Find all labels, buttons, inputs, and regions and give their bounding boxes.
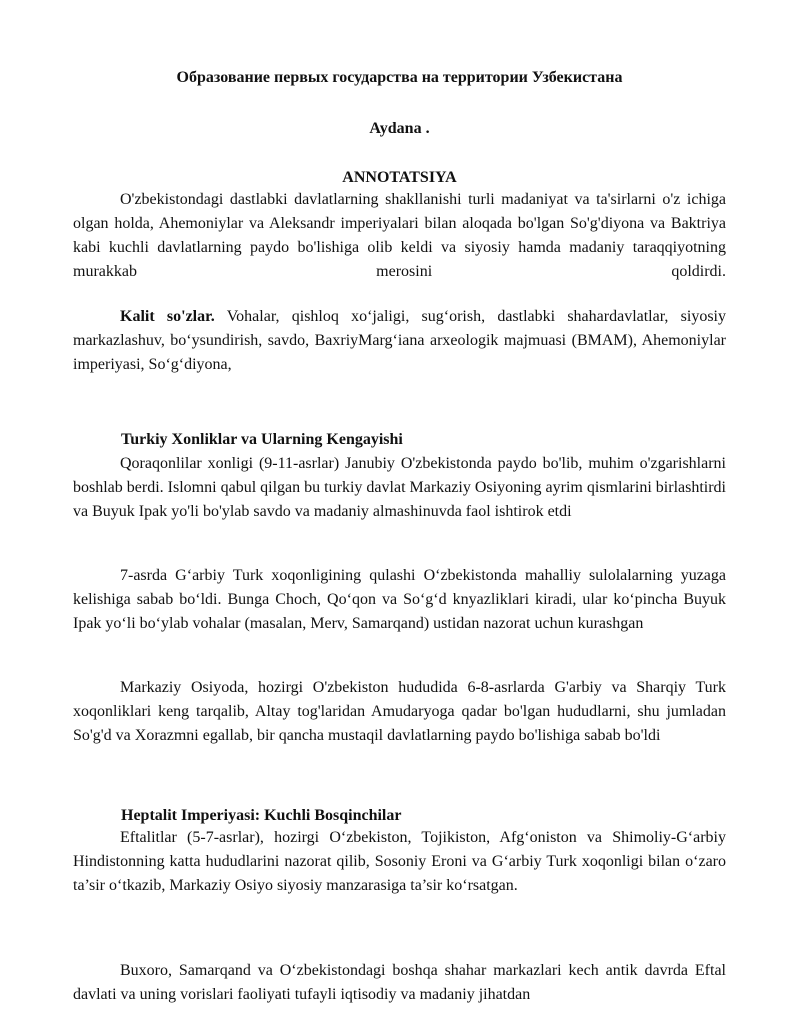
section2-paragraph-1: Eftalitlar (5-7-asrlar), hozirgi O‘zbekiston, Tojikiston, Afg‘oniston va Shimoliy-G‘arbiy Hindistonning katta hududlarini nazorat qilib, Sosoniy Eroni va G‘arbiy Turk xoqonligi bilan o‘zaro ta’sir o‘tkazib, Markaziy Osiyo siyosiy manzarasiga ta’sir ko‘rsatgan. [73, 829, 726, 894]
annotation-heading: ANNOTATSIYA [342, 169, 457, 186]
annotation-paragraph: O'zbekistondagi dastlabki davlatlarning shakllanishi turli madaniyat va ta'sirlarni o'z ichiga olgan holda, Ahemoniylar va Aleksandr imperiyalari bilan aloqada bo'lgan So'g'diyona va Baktriya kabi kuchli davlatlarning paydo bo'lishiga olib keldi va siyosiy hamda madaniy taraqqiyotning murakkab merosini qoldirdi. [73, 191, 726, 280]
section2-paragraph-2: Buxoro, Samarqand va O‘zbekistondagi boshqa shahar markazlari kech antik davrda Eftal davlati va uning vorislari faoliyati tufayli iqtisodiy va madaniy jihatdan [73, 962, 726, 1003]
keywords-list: Vohalar, qishloq xo‘jaligi, sug‘orish, dastlabki shahardavlatlar, siyosiy markazlashuv, bo‘ysundirish, savdo, BaxriyMarg‘iana arxeologik majmuasi (BMAM), Ahemoniylar imperiyasi, So‘g‘diyona, [73, 308, 726, 373]
keywords-paragraph [73, 305, 726, 377]
section1-paragraph-2: 7-asrda G‘arbiy Turk xoqonligining qulashi O‘zbekistonda mahalliy sulolalarning yuzaga kelishiga sabab bo‘ldi. Bunga Choch, Qo‘qon va So‘g‘d knyazliklari kiradi, ular ko‘pincha Buyuk Ipak yo‘li bo‘ylab vohalar (masalan, Merv, Samarqand) ustidan nazorat uchun kurashgan [73, 567, 726, 632]
author-name: Aydana . [369, 120, 430, 137]
keywords-label: Kalit so'zlar. [120, 308, 215, 325]
section1-paragraph-1: Qoraqonlilar xonligi (9-11-asrlar) Janubiy O'zbekistonda paydo bo'lib, muhim o'zgarishlarni boshlab berdi. Islomni qabul qilgan bu turkiy davlat Markaziy Osiyoning ayrim qismlarini birlashtirdi va Buyuk Ipak yo'li bo'ylab savdo va madaniy almashinuvda faol ishtirok etdi [73, 455, 726, 520]
section-heading-heptalite-empire: Heptalit Imperiyasi: Kuchli Bosqinchilar [121, 807, 402, 824]
document-title: Образование первых государства на территории Узбекистана [176, 69, 623, 86]
section1-paragraph-3: Markaziy Osiyoda, hozirgi O'zbekiston hududida 6-8-asrlarda G'arbiy va Sharqiy Turk xoqonliklari keng tarqalib, Altay tog'laridan Amudaryoga qadar bo'lgan hududlarni, shu jumladan So'g'd va Xorazmni egallab, bir qancha mustaqil davlatlarning paydo bo'lishiga sabab bo'ldi [73, 679, 726, 744]
section-heading-turkic-khanates: Turkiy Xonliklar va Ularning Kengayishi [121, 431, 403, 448]
